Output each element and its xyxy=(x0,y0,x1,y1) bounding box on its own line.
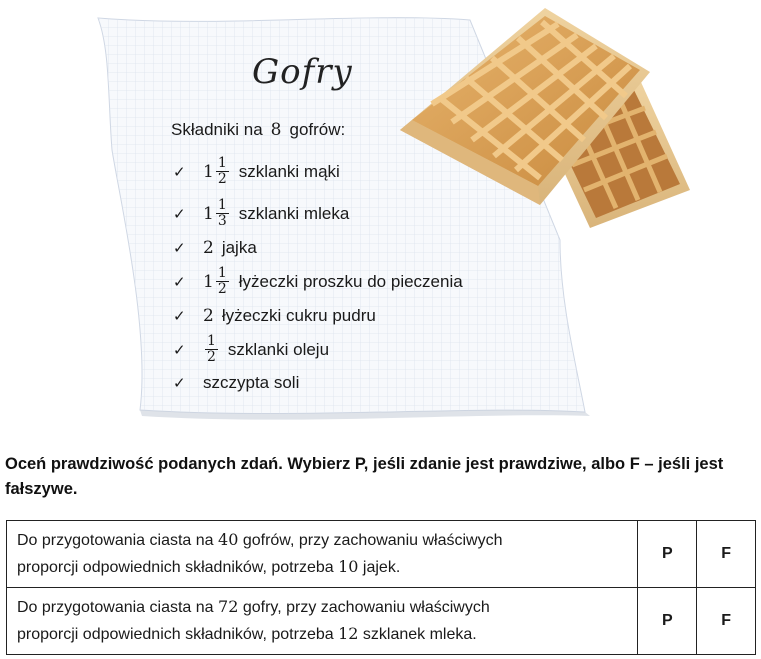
checkmark-icon: ✓ xyxy=(173,307,186,325)
statement-number: 40 xyxy=(218,530,239,549)
statement-text: szklanek mleka. xyxy=(362,626,477,643)
statement-number: 72 xyxy=(218,597,239,616)
ingredient-text: szklanki mleka xyxy=(238,203,350,223)
fraction-numerator: 1 xyxy=(217,155,227,171)
ingredient-item xyxy=(173,373,299,393)
ingredient-item xyxy=(173,334,329,365)
fraction-denominator: 2 xyxy=(207,349,216,365)
ingredient-fraction xyxy=(216,156,229,187)
ingredient-text: szklanki mąki xyxy=(238,161,340,181)
ingredient-whole: 2 xyxy=(203,238,214,258)
statement-text: Do przygotowania ciasta na xyxy=(17,532,214,549)
fraction-numerator: 1 xyxy=(217,197,227,213)
statement-number: 10 xyxy=(338,557,359,576)
servings-suffix: gofrów: xyxy=(289,120,346,139)
true-false-table xyxy=(6,520,756,655)
ingredient-whole: 1 xyxy=(203,161,214,182)
ingredient-text: jajka xyxy=(221,238,257,257)
statement-text: Do przygotowania ciasta na xyxy=(17,599,214,616)
ingredient-whole: 1 xyxy=(203,271,214,292)
checkmark-icon: ✓ xyxy=(173,239,186,257)
ingredient-whole: 1 xyxy=(203,203,214,224)
ingredient-text: łyżeczki cukru pudru xyxy=(221,306,376,325)
ingredient-whole: 2 xyxy=(203,306,214,326)
fraction-denominator: 2 xyxy=(217,171,227,187)
ingredient-fraction xyxy=(216,266,229,297)
ingredient-fraction xyxy=(216,198,229,229)
checkmark-icon: ✓ xyxy=(173,272,186,291)
answer-true-button[interactable]: P xyxy=(638,521,697,588)
servings-line xyxy=(171,120,345,140)
statement-number: 12 xyxy=(338,624,359,643)
ingredient-item xyxy=(173,266,463,297)
ingredient-item xyxy=(173,156,340,187)
answer-false-button[interactable]: F xyxy=(697,521,756,588)
statement-cell xyxy=(7,588,638,655)
table-row xyxy=(7,588,756,655)
ingredient-item xyxy=(173,238,257,258)
task-instruction: Oceń prawdziwość podanych zdań. Wybierz P, jeśli zdanie jest prawdziwe, albo F – jeśli jest fałszywe. xyxy=(5,455,724,498)
ingredient-fraction xyxy=(205,334,218,365)
statement-text: jajek. xyxy=(362,559,401,576)
ingredient-item xyxy=(173,306,376,326)
answer-false-button[interactable]: F xyxy=(697,588,756,655)
checkmark-icon: ✓ xyxy=(173,374,186,392)
ingredient-item xyxy=(173,198,349,229)
ingredient-text: szklanki oleju xyxy=(227,339,330,359)
servings-prefix: Składniki na xyxy=(171,120,263,139)
statement-text: gofrów, przy zachowaniu właściwych xyxy=(242,532,503,549)
checkmark-icon: ✓ xyxy=(173,162,186,181)
statement-text: proporcji odpowiednich składników, potrzeba xyxy=(17,626,334,643)
checkmark-icon: ✓ xyxy=(173,340,186,359)
ingredient-text: łyżeczki proszku do pieczenia xyxy=(238,271,463,291)
fraction-numerator: 1 xyxy=(217,265,227,281)
recipe-title: Gofry xyxy=(252,52,353,92)
statement-text: gofry, przy zachowaniu właściwych xyxy=(242,599,490,616)
statement-text: proporcji odpowiednich składników, potrzeba xyxy=(17,559,334,576)
ingredient-text: szczypta soli xyxy=(203,373,300,392)
checkmark-icon: ✓ xyxy=(173,204,186,223)
table-row xyxy=(7,521,756,588)
servings-count: 8 xyxy=(270,120,282,140)
statement-cell xyxy=(7,521,638,588)
fraction-denominator: 3 xyxy=(217,213,227,229)
fraction-denominator: 2 xyxy=(217,281,227,297)
answer-true-button[interactable]: P xyxy=(638,588,697,655)
fraction-numerator: 1 xyxy=(207,333,216,349)
